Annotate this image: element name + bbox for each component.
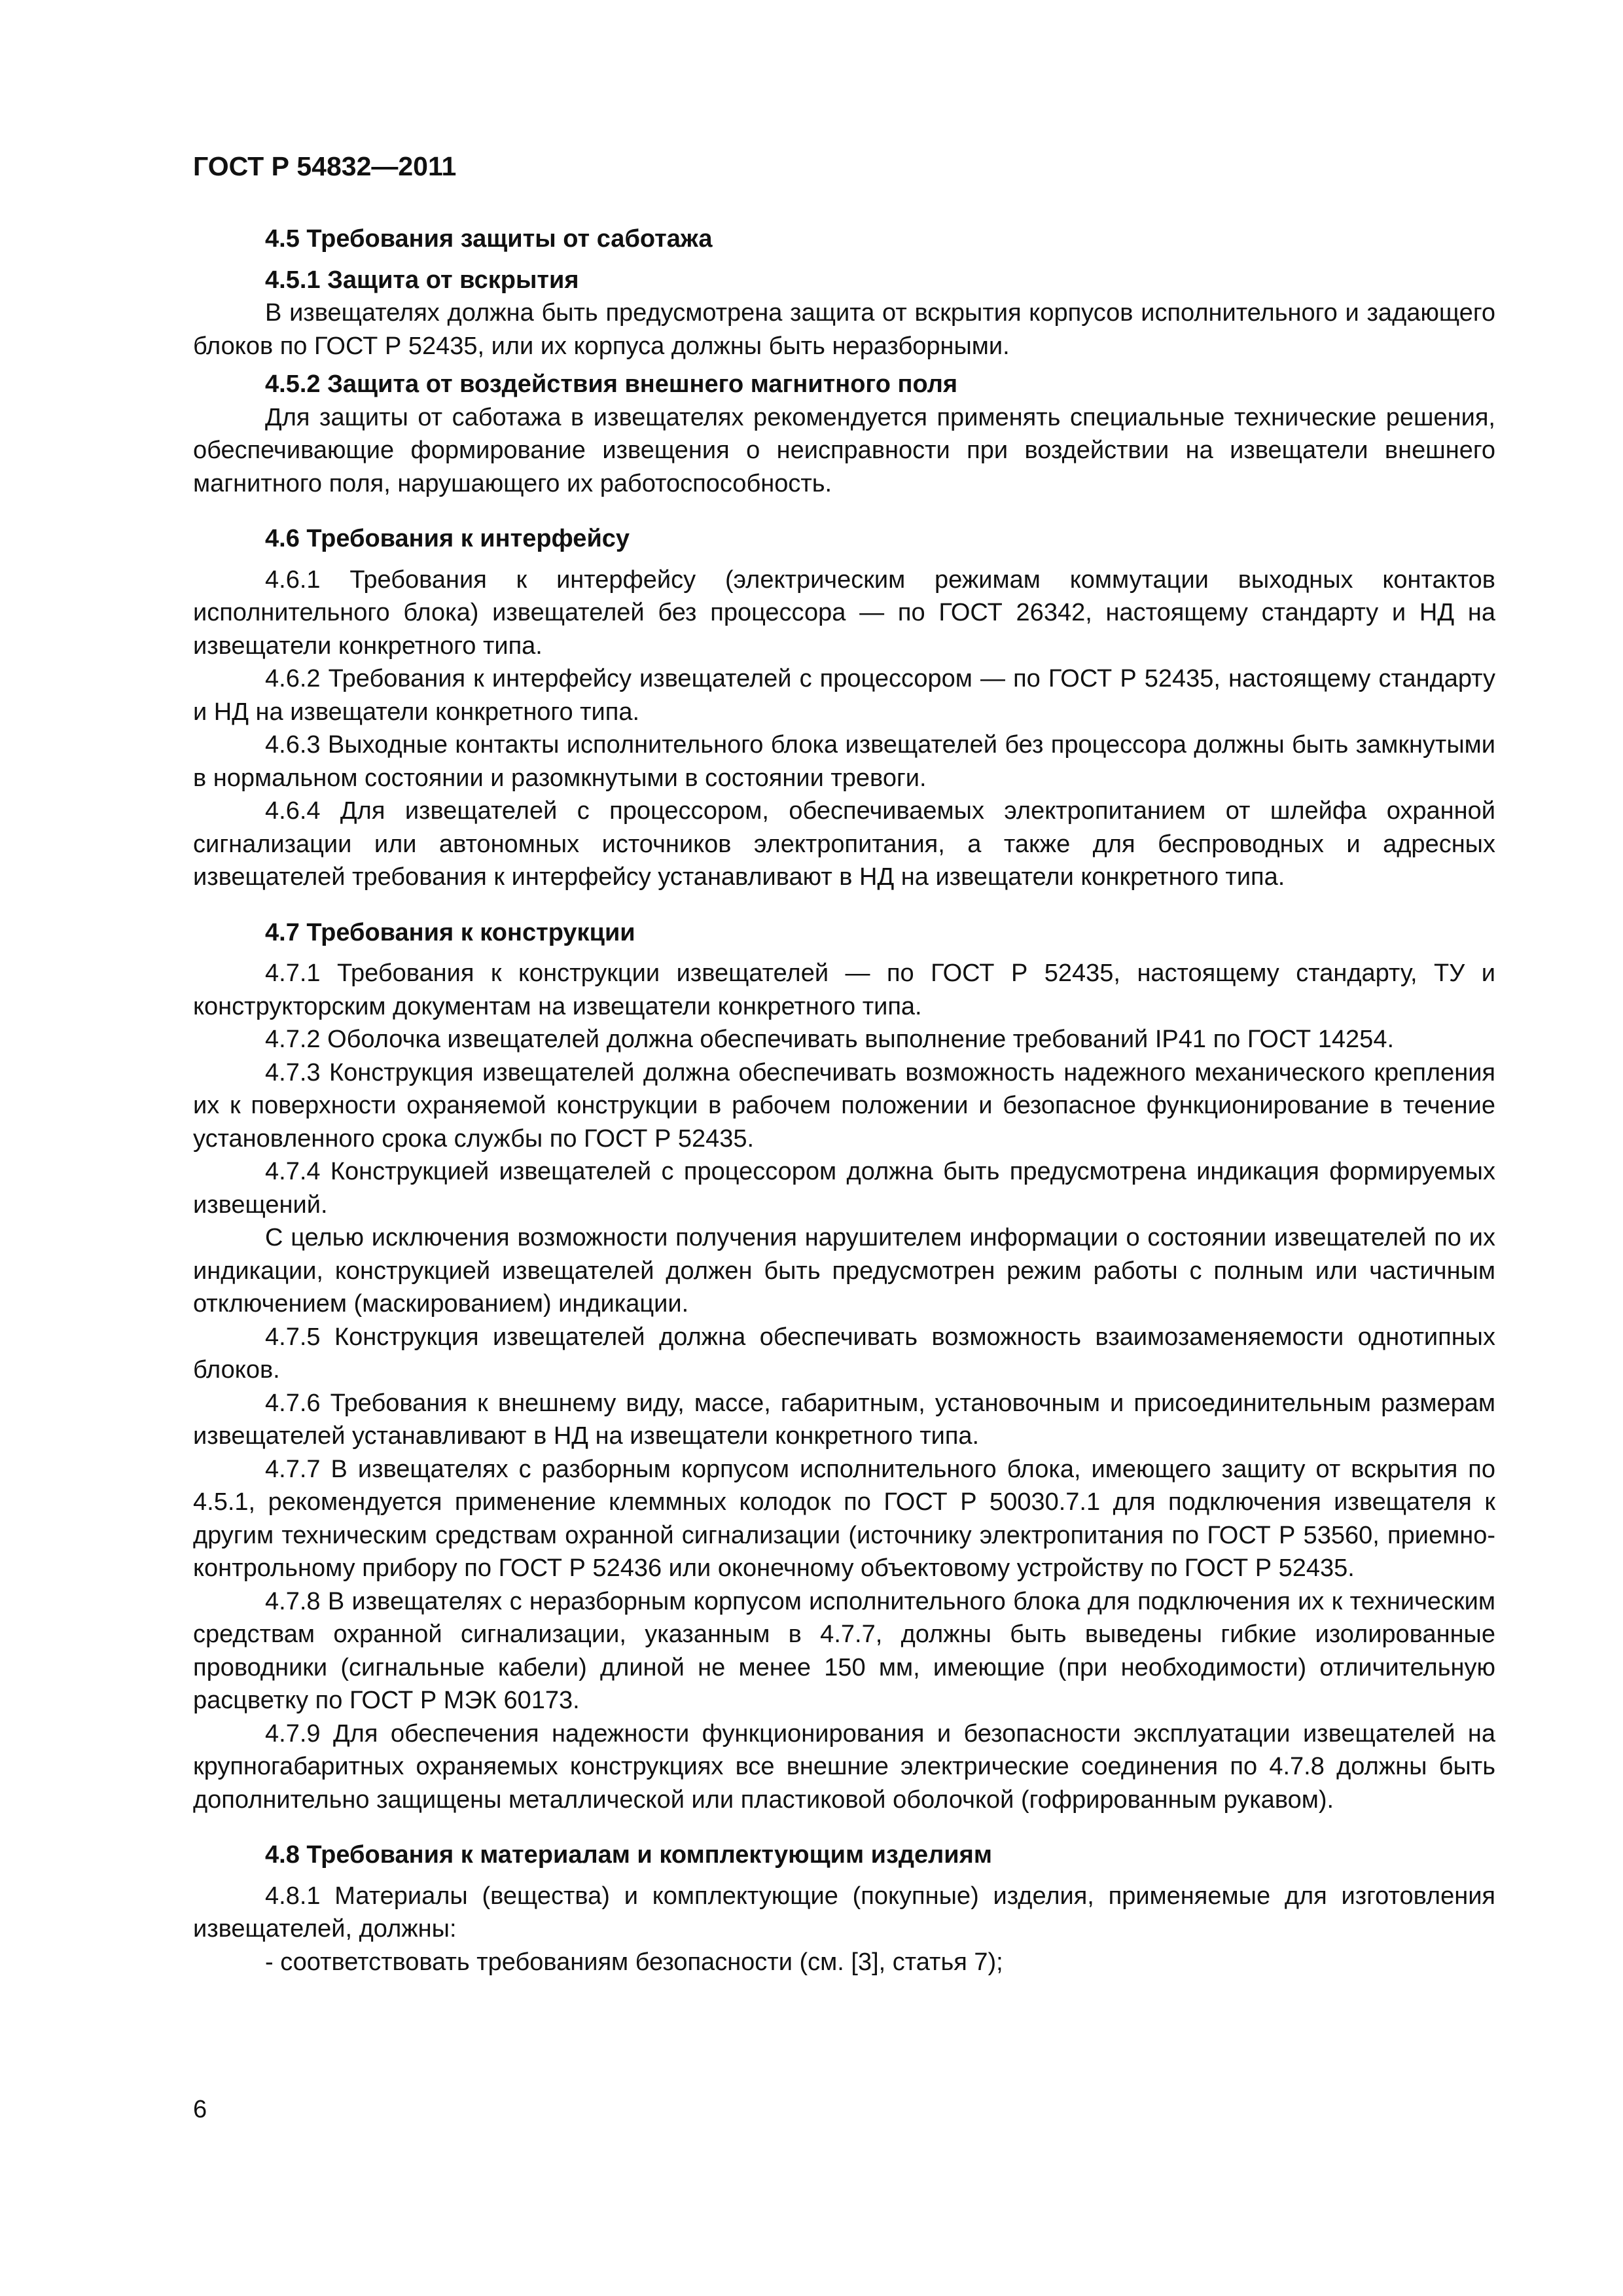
paragraph-4-5-1: В извещателях должна быть предусмотрена защита от вскрытия корпусов исполнительного и задающего блоков по ГОСТ Р 52435, или их корпуса должны быть неразборными.: [193, 299, 1495, 360]
section-title-4-8: 4.8 Требования к материалам и комплектующим изделиям: [265, 1841, 992, 1869]
paragraph-4-7-1: 4.7.1 Требования к конструкции извещателей — по ГОСТ Р 52435, настоящему стандарту, ТУ и конструкторским документам на извещатели конкретного типа.: [193, 960, 1495, 1020]
subsection-title-4-5-1: 4.5.1 Защита от вскрытия: [265, 266, 579, 294]
document-body: [193, 223, 1495, 1979]
section-title-4-7: 4.7 Требования к конструкции: [265, 918, 635, 946]
paragraph-4-5-2: Для защиты от саботажа в извещателях рекомендуется применять специальные технические решения, обеспечивающие формирование извещения о неисправности при воздействии на извещатели внешнего магнитного поля, нарушающего их работоспособность.: [193, 403, 1495, 497]
page-number: 6: [193, 2096, 207, 2123]
document-header-code: ГОСТ Р 54832—2011: [193, 151, 457, 181]
paragraph-4-7-4: 4.7.4 Конструкцией извещателей с процессором должна быть предусмотрена индикация формируемых извещений.: [193, 1158, 1495, 1219]
paragraph-4-6-3: 4.6.3 Выходные контакты исполнительного блока извещателей без процессора должны быть замкнутыми в нормальном состоянии и разомкнутыми в состоянии тревоги.: [193, 731, 1495, 792]
section-title-4-6: 4.6 Требования к интерфейсу: [265, 525, 630, 552]
paragraph-4-7-6: 4.7.6 Требования к внешнему виду, массе, габаритным, установочным и присоединительным размерам извещателей устанавливают в НД на извещатели конкретного типа.: [193, 1389, 1495, 1450]
paragraph-4-7-5: 4.7.5 Конструкция извещателей должна обеспечивать возможность взаимозаменяемости однотипных блоков.: [193, 1323, 1495, 1384]
paragraph-4-7-7: 4.7.7 В извещателях с разборным корпусом исполнительного блока, имеющего защиту от вскрытия по 4.5.1, рекомендуется применение клеммных колодок по ГОСТ Р 50030.7.1 для подключения извещателя к другим техническим средствам охранной сигнализации (источнику электропитания по ГОСТ Р 53560, приемно-контрольному прибору по ГОСТ Р 52436 или оконечному объектовому устройству по ГОСТ Р 52435.: [193, 1455, 1495, 1582]
section-title-4-5: 4.5 Требования защиты от саботажа: [265, 225, 713, 253]
list-item-safety-requirements: - соответствовать требованиям безопасности (см. [3], статья 7);: [265, 1948, 1003, 1976]
paragraph-4-7-3: 4.7.3 Конструкция извещателей должна обеспечивать возможность надежного механического крепления их к поверхности охраняемой конструкции в рабочем положении и безопасное функционирование в течение установленного срока службы по ГОСТ Р 52435.: [193, 1058, 1495, 1153]
paragraph-4-6-1: 4.6.1 Требования к интерфейсу (электрическим режимам коммутации выходных контактов исполнительного блока) извещателей без процессора — по ГОСТ 26342, настоящему стандарту и НД на извещатели конкретного типа.: [193, 565, 1495, 660]
subsection-title-4-5-2: 4.5.2 Защита от воздействия внешнего магнитного поля: [265, 370, 958, 398]
paragraph-4-6-4: 4.6.4 Для извещателей с процессором, обеспечиваемых электропитанием от шлейфа охранной сигнализации или автономных источников электропитания, а также для беспроводных и адресных извещателей требования к интерфейсу устанавливают в НД на извещатели конкретного типа.: [193, 797, 1495, 891]
paragraph-4-7-2: 4.7.2 Оболочка извещателей должна обеспечивать выполнение требований IP41 по ГОСТ 14254.: [265, 1026, 1395, 1053]
paragraph-4-6-2: 4.6.2 Требования к интерфейсу извещателей с процессором — по ГОСТ Р 52435, настоящему стандарту и НД на извещатели конкретного типа.: [193, 665, 1495, 726]
paragraph-4-7-4-continued: С целью исключения возможности получения нарушителем информации о состоянии извещателей по их индикации, конструкцией извещателей должен быть предусмотрен режим работы с полным или частичным отключением (маскированием) индикации.: [193, 1224, 1495, 1318]
paragraph-4-8-1: 4.8.1 Материалы (вещества) и комплектующие (покупные) изделия, применяемые для изготовления извещателей, должны:: [193, 1882, 1495, 1943]
paragraph-4-7-8: 4.7.8 В извещателях с неразборным корпусом исполнительного блока для подключения их к техническим средствам охранной сигнализации, указанным в 4.7.7, должны быть выведены гибкие изолированные проводники (сигнальные кабели) длиной не менее 150 мм, имеющие (при необходимости) отличительную расцветку по ГОСТ Р МЭК 60173.: [193, 1587, 1495, 1714]
paragraph-4-7-9: 4.7.9 Для обеспечения надежности функционирования и безопасности эксплуатации извещателей на крупногабаритных охраняемых конструкциях все внешние электрические соединения по 4.7.8 должны быть дополнительно защищены металлической или пластиковой оболочкой (гофрированным рукавом).: [193, 1719, 1495, 1814]
